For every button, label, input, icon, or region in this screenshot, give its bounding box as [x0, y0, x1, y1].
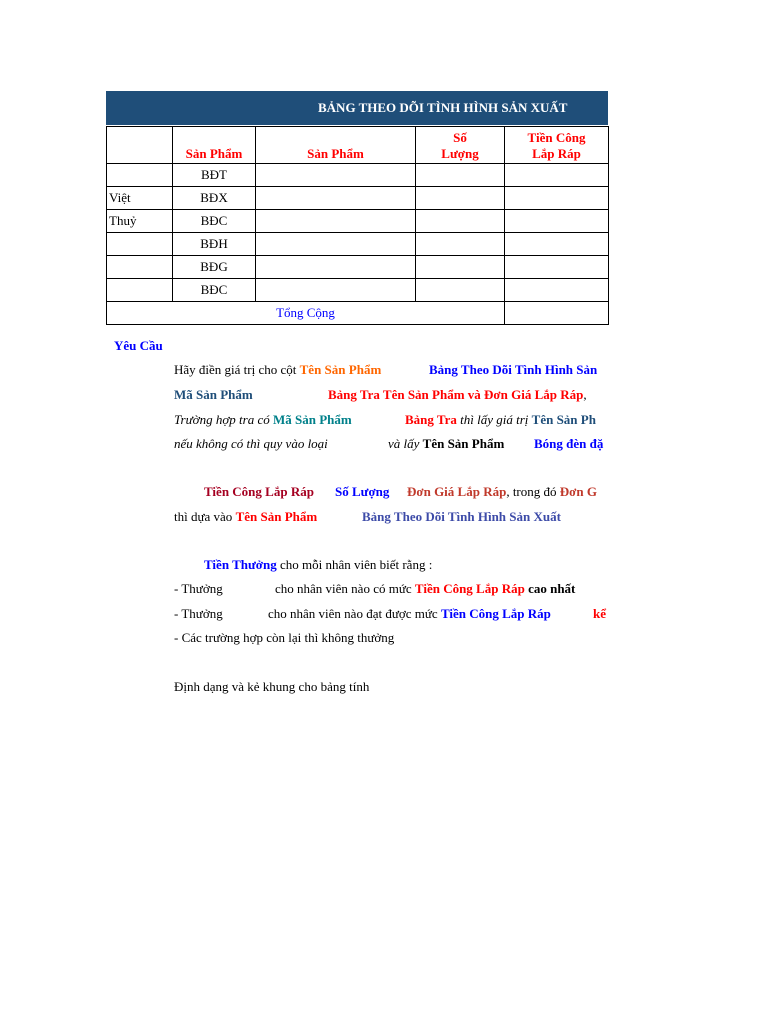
- req-line-9-b: [268, 606, 551, 622]
- req-line-1-ref: Bảng Theo Dõi Tình Hình Sản: [429, 362, 598, 377]
- header-quantity-line1: Số: [453, 130, 467, 145]
- product-code-cell[interactable]: BĐX: [173, 187, 256, 210]
- req-text: Đơn Giá Lắp Ráp: [407, 484, 507, 499]
- req-text: thì lấy giá trị: [456, 412, 532, 427]
- req-text: Hãy điền giá trị cho cột: [174, 362, 300, 377]
- req-text: Trường hợp tra có: [174, 412, 273, 427]
- product-code-cell[interactable]: BĐG: [173, 256, 256, 279]
- req-line-11: Định dạng và kẻ khung cho bảng tính: [174, 679, 370, 694]
- employee-cell[interactable]: Việt: [107, 187, 173, 210]
- req-line-5-b: Số Lượng: [335, 484, 390, 499]
- header-product-code[interactable]: Sản Phẩm: [173, 127, 256, 164]
- product-code-cell[interactable]: BĐC: [173, 279, 256, 302]
- req-line-8-b: [275, 581, 575, 597]
- req-line-6-a: [174, 509, 317, 525]
- req-text: Tên Sản Phẩm: [235, 509, 318, 524]
- req-line-10: - Các trường hợp còn lại thì không thưởng: [174, 630, 395, 645]
- req-line-4-a: nếu không có thì quy vào loại: [174, 436, 328, 451]
- req-text: Bảng Tra Tên Sản Phẩm và Đơn Giá Lắp Ráp: [328, 387, 584, 402]
- req-line-3-b: [405, 412, 596, 428]
- req-line-9-c: kể: [593, 606, 606, 621]
- req-line-1: [174, 362, 381, 378]
- req-text: Tiền Công Lắp Ráp: [414, 581, 525, 596]
- req-text: Tên Sản Phẩm: [299, 362, 382, 377]
- req-line-7: [204, 557, 432, 573]
- req-line-4-b: [388, 436, 504, 452]
- req-line-5-c: [407, 484, 597, 500]
- req-line-3-a: [174, 412, 352, 428]
- req-line-6-b: Bảng Theo Dõi Tình Hình Sản Xuất: [362, 509, 561, 524]
- header-quantity-line2: Lượng: [441, 146, 479, 161]
- req-line-2-b: [328, 387, 587, 403]
- req-text: Tên Sản Ph: [531, 412, 596, 427]
- header-wage-line1: Tiền Công: [527, 130, 586, 145]
- total-label[interactable]: Tổng Cộng: [107, 302, 505, 325]
- req-line-9-a: - Thưởng: [174, 606, 223, 621]
- req-text: Tiền Công Lắp Ráp: [440, 606, 551, 621]
- req-text: cho nhân viên nào có mức: [275, 581, 415, 596]
- req-line-5-a: Tiền Công Lắp Ráp: [204, 484, 314, 499]
- header-wage-line2: Lắp Ráp: [532, 146, 581, 161]
- header-product-name[interactable]: Sản Phẩm: [256, 127, 416, 164]
- req-text: ,: [583, 387, 587, 402]
- req-text: thì dựa vào: [174, 509, 236, 524]
- req-text: Mã Sản Phẩm: [272, 412, 352, 427]
- req-text: Tên Sản Phẩm: [422, 436, 505, 451]
- req-text: cho mỗi nhân viên biết rằng :: [276, 557, 433, 572]
- req-text: và lấy: [388, 436, 423, 451]
- req-text: Đơn G: [559, 484, 597, 499]
- table-title: BẢNG THEO DÕI TÌNH HÌNH SẢN XUẤT: [318, 100, 568, 115]
- req-line-4-c: Bóng đèn đặ: [534, 436, 604, 451]
- product-code-cell[interactable]: BĐC: [173, 210, 256, 233]
- req-line-2-a: Mã Sản Phẩm: [174, 387, 253, 402]
- req-text: cho nhân viên nào đạt được mức: [268, 606, 441, 621]
- req-text: cao nhất: [524, 581, 576, 596]
- product-code-cell[interactable]: BĐT: [173, 164, 256, 187]
- product-code-cell[interactable]: BĐH: [173, 233, 256, 256]
- requirements-heading: Yêu Cầu: [114, 338, 163, 353]
- req-text: Tiền Thưởng: [204, 557, 277, 572]
- req-text: Bảng Tra: [405, 412, 457, 427]
- req-text: , trong đó: [506, 484, 560, 499]
- employee-cell[interactable]: Thuỷ: [107, 210, 173, 233]
- req-line-8-a: - Thưởng: [174, 581, 223, 596]
